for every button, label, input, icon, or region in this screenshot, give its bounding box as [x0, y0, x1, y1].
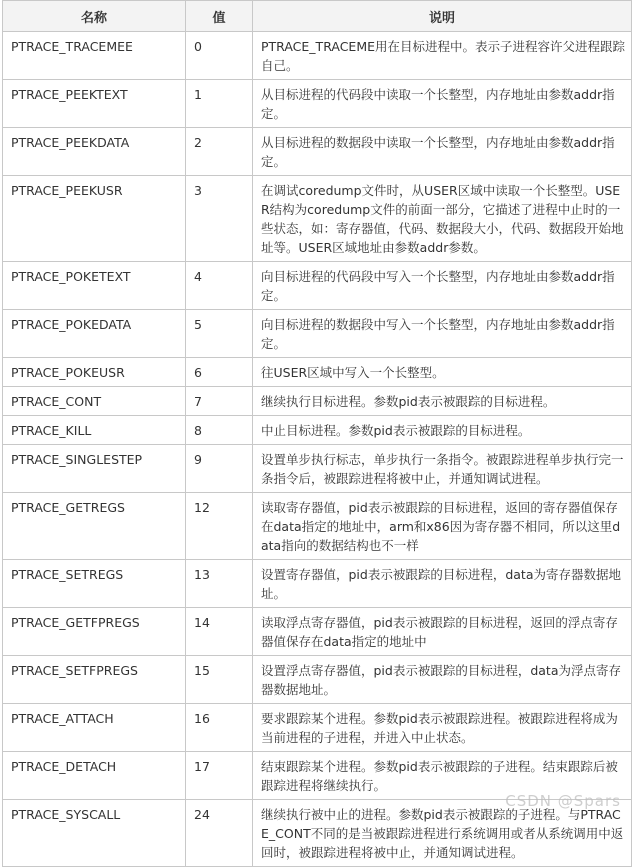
- cell-name: PTRACE_DETACH: [3, 752, 186, 800]
- cell-description: 从目标进程的数据段中读取一个长整型，内存地址由参数addr指定。: [253, 128, 632, 176]
- table-header-row: [3, 1, 632, 32]
- cell-name: PTRACE_PEEKTEXT: [3, 80, 186, 128]
- cell-value: 15: [186, 656, 253, 704]
- cell-value: 1: [186, 80, 253, 128]
- cell-description: 往USER区域中写入一个长整型。: [253, 358, 632, 387]
- table-row: [3, 310, 632, 358]
- cell-value: 7: [186, 387, 253, 416]
- cell-description: 在调试coredump文件时，从USER区域中读取一个长整型。USER结构为coredump文件的前面一部分，它描述了进程中止时的一些状态，如：寄存器值，代码、数据段大小，代码、数据段开始地址等。USER区域地址由参数addr参数。: [253, 176, 632, 262]
- table-row: [3, 445, 632, 493]
- cell-name: PTRACE_GETREGS: [3, 493, 186, 560]
- cell-name: PTRACE_PEEKUSR: [3, 176, 186, 262]
- table-row: [3, 32, 632, 80]
- cell-description: 从目标进程的代码段中读取一个长整型，内存地址由参数addr指定。: [253, 80, 632, 128]
- cell-name: PTRACE_KILL: [3, 416, 186, 445]
- cell-name: PTRACE_PEEKDATA: [3, 128, 186, 176]
- cell-name: PTRACE_SINGLESTEP: [3, 445, 186, 493]
- cell-description: 读取浮点寄存器值，pid表示被跟踪的目标进程，返回的浮点寄存器值保存在data指定的地址中: [253, 608, 632, 656]
- cell-value: 14: [186, 608, 253, 656]
- header-value: 值: [186, 1, 253, 32]
- cell-name: PTRACE_POKEUSR: [3, 358, 186, 387]
- cell-description: 结束跟踪某个进程。参数pid表示被跟踪的子进程。结束跟踪后被跟踪进程将继续执行。: [253, 752, 632, 800]
- table-row: [3, 128, 632, 176]
- cell-value: 13: [186, 560, 253, 608]
- header-description: 说明: [253, 1, 632, 32]
- cell-value: 4: [186, 262, 253, 310]
- cell-name: PTRACE_GETFPREGS: [3, 608, 186, 656]
- table-row: [3, 80, 632, 128]
- table-row: [3, 656, 632, 704]
- cell-value: 3: [186, 176, 253, 262]
- cell-name: PTRACE_POKETEXT: [3, 262, 186, 310]
- cell-description: 向目标进程的代码段中写入一个长整型，内存地址由参数addr指定。: [253, 262, 632, 310]
- cell-value: 2: [186, 128, 253, 176]
- table-row: [3, 358, 632, 387]
- cell-value: 9: [186, 445, 253, 493]
- cell-description: 设置单步执行标志，单步执行一条指令。被跟踪进程单步执行完一条指令后，被跟踪进程将被中止，并通知调试进程。: [253, 445, 632, 493]
- table-row: [3, 560, 632, 608]
- cell-value: 5: [186, 310, 253, 358]
- cell-description: 继续执行目标进程。参数pid表示被跟踪的目标进程。: [253, 387, 632, 416]
- cell-name: PTRACE_TRACEMEE: [3, 32, 186, 80]
- cell-description: 继续执行被中止的进程。参数pid表示被跟踪的子进程。与PTRACE_CONT不同的是当被跟踪进程进行系统调用或者从系统调用中返回时，被跟踪进程将被中止，并通知调试进程。: [253, 800, 632, 867]
- ptrace-request-table: [2, 0, 632, 867]
- table-row: [3, 608, 632, 656]
- cell-description: 设置寄存器值，pid表示被跟踪的目标进程，data为寄存器数据地址。: [253, 560, 632, 608]
- table-row: [3, 416, 632, 445]
- cell-value: 16: [186, 704, 253, 752]
- cell-name: PTRACE_CONT: [3, 387, 186, 416]
- cell-description: 要求跟踪某个进程。参数pid表示被跟踪进程。被跟踪进程将成为当前进程的子进程，并进入中止状态。: [253, 704, 632, 752]
- table-row: [3, 387, 632, 416]
- cell-description: 读取寄存器值，pid表示被跟踪的目标进程，返回的寄存器值保存在data指定的地址中，arm和x86因为寄存器不相同，所以这里data指向的数据结构也不一样: [253, 493, 632, 560]
- cell-description: PTRACE_TRACEME用在目标进程中。表示子进程容许父进程跟踪自己。: [253, 32, 632, 80]
- cell-name: PTRACE_SETREGS: [3, 560, 186, 608]
- cell-name: PTRACE_SYSCALL: [3, 800, 186, 867]
- cell-value: 12: [186, 493, 253, 560]
- cell-description: 设置浮点寄存器值，pid表示被跟踪的目标进程，data为浮点寄存器数据地址。: [253, 656, 632, 704]
- cell-value: 17: [186, 752, 253, 800]
- header-name: 名称: [3, 1, 186, 32]
- cell-name: PTRACE_POKEDATA: [3, 310, 186, 358]
- cell-value: 8: [186, 416, 253, 445]
- cell-description: 中止目标进程。参数pid表示被跟踪的目标进程。: [253, 416, 632, 445]
- cell-name: PTRACE_SETFPREGS: [3, 656, 186, 704]
- table-row: [3, 176, 632, 262]
- cell-value: 0: [186, 32, 253, 80]
- cell-value: 6: [186, 358, 253, 387]
- cell-value: 24: [186, 800, 253, 867]
- cell-name: PTRACE_ATTACH: [3, 704, 186, 752]
- watermark: CSDN @Spars: [505, 792, 621, 810]
- table-row: [3, 704, 632, 752]
- table-row: [3, 262, 632, 310]
- table-row: [3, 493, 632, 560]
- cell-description: 向目标进程的数据段中写入一个长整型，内存地址由参数addr指定。: [253, 310, 632, 358]
